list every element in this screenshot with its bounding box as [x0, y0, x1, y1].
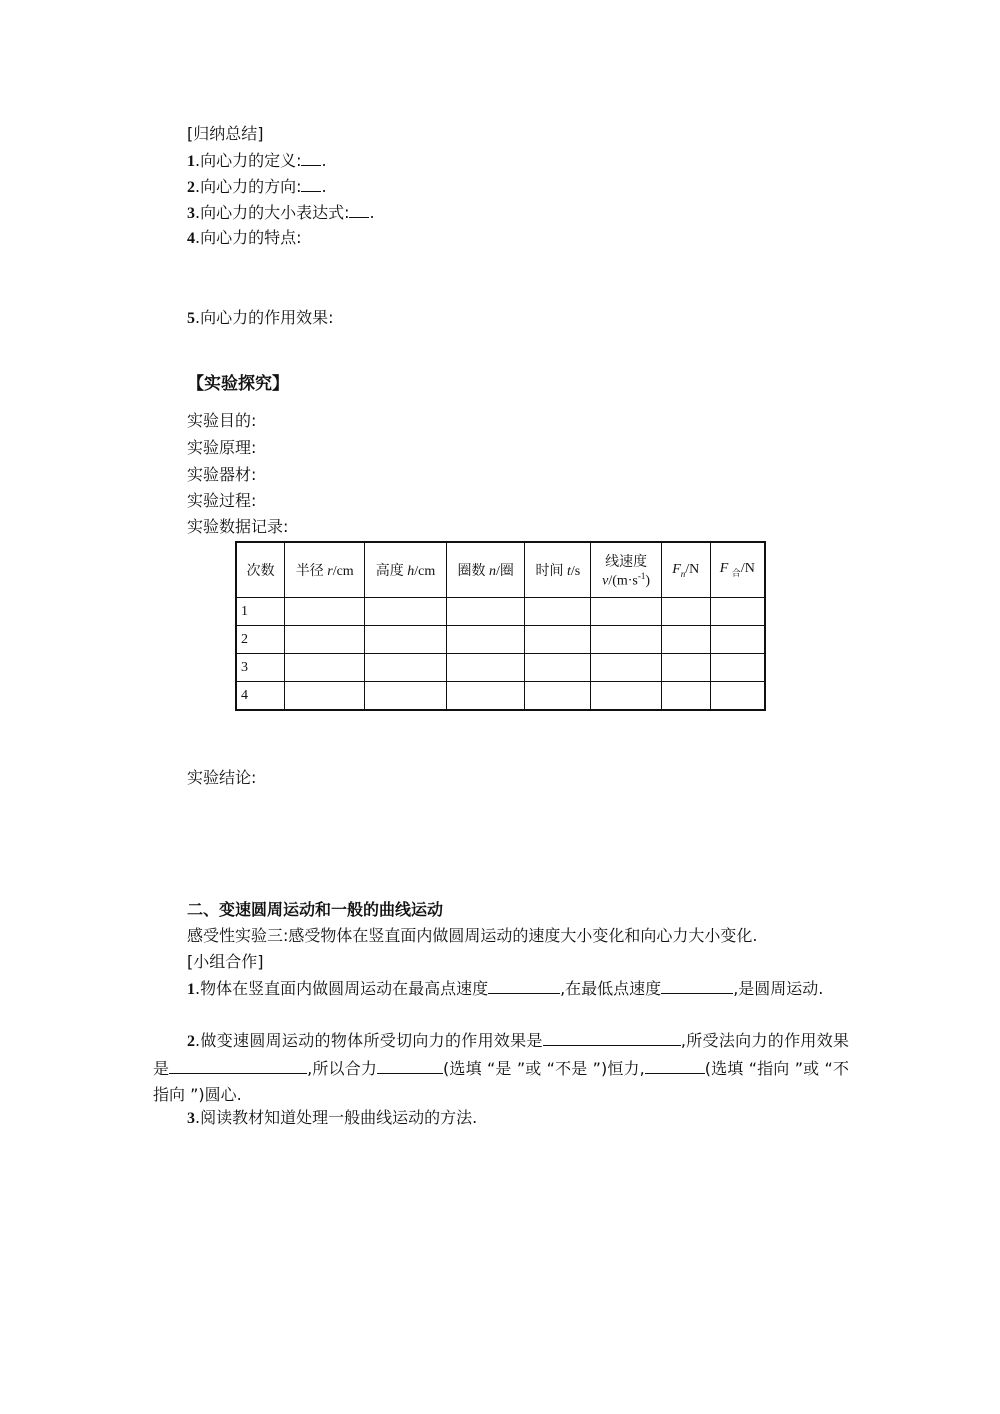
- question-text: .阅读教材知道处理一般曲线运动的方法.: [195, 1108, 478, 1127]
- question-text: (选填 “指向 ”或 “不指向 ”)圆心.: [153, 1059, 849, 1104]
- question-number: 1: [187, 981, 195, 998]
- table-cell[interactable]: [365, 598, 447, 626]
- header-f-total: F $_合$/N: [710, 542, 765, 598]
- answer-blank[interactable]: [543, 1027, 681, 1046]
- question-2: [153, 1027, 849, 1108]
- table-cell[interactable]: [285, 598, 365, 626]
- table-cell[interactable]: [446, 654, 525, 682]
- table-cell[interactable]: [661, 654, 710, 682]
- table-cell[interactable]: [525, 598, 591, 626]
- summary-item-1: [187, 147, 327, 175]
- question-number: 3: [187, 1110, 195, 1127]
- question-text: ,在最低点速度: [560, 979, 662, 998]
- row-number: 3: [236, 654, 285, 682]
- experiment-purpose: 实验目的:: [187, 411, 257, 430]
- item-end: .: [321, 151, 327, 170]
- table-cell[interactable]: [285, 654, 365, 682]
- question-text: .物体在竖直面内做圆周运动在最高点速度: [195, 979, 489, 998]
- experiment-process: 实验过程:: [187, 491, 257, 510]
- section2-intro: 感受性实验三:感受物体在竖直面内做圆周运动的速度大小变化和向心力大小变化.: [187, 926, 758, 945]
- header-height: 高度 h/cm: [365, 542, 447, 598]
- table-cell[interactable]: [285, 682, 365, 711]
- table-cell[interactable]: [446, 598, 525, 626]
- answer-blank[interactable]: [661, 975, 733, 994]
- answer-blank[interactable]: [301, 173, 321, 192]
- summary-item-3: [187, 199, 375, 227]
- table-cell[interactable]: [710, 682, 765, 711]
- row-number: 4: [236, 682, 285, 711]
- item-end: .: [321, 177, 327, 196]
- answer-blank[interactable]: [377, 1055, 443, 1074]
- experiment-conclusion: 实验结论:: [187, 768, 257, 787]
- item-end: .: [369, 203, 375, 222]
- experiment-heading: 【实验探究】: [187, 374, 289, 394]
- table-cell[interactable]: [525, 626, 591, 654]
- summary-item-5: [187, 305, 333, 332]
- row-number: 2: [236, 626, 285, 654]
- header-radius: 半径 r/cm: [285, 542, 365, 598]
- summary-item-4: [187, 225, 301, 252]
- item-text: .向心力的大小表达式:: [195, 203, 350, 222]
- item-text: .向心力的特点:: [195, 228, 302, 247]
- question-text: .做变速圆周运动的物体所受切向力的作用效果是: [195, 1031, 543, 1050]
- summary-heading: [归纳总结]: [187, 124, 264, 143]
- section2-title: 二、变速圆周运动和一般的曲线运动: [187, 900, 444, 919]
- question-text: ,是圆周运动.: [733, 979, 824, 998]
- header-linear-speed: 线速度 $v/(m\cdot s^{-1})$: [591, 542, 662, 598]
- group-work-heading: [小组合作]: [187, 952, 264, 971]
- answer-blank[interactable]: [301, 147, 321, 166]
- table-cell[interactable]: [285, 626, 365, 654]
- experiment-principle: 实验原理:: [187, 438, 257, 457]
- question-1: [153, 975, 849, 1003]
- header-time: 时间 t/s: [525, 542, 591, 598]
- table-row: [236, 682, 765, 711]
- table-cell[interactable]: [591, 682, 662, 711]
- item-number: 2: [187, 179, 195, 196]
- question-text: ,所以合力: [307, 1059, 378, 1078]
- question-number: 2: [187, 1033, 195, 1050]
- item-text: .向心力的作用效果:: [195, 308, 334, 327]
- question-text: (选填 “是 ”或 “不是 ”)恒力,: [443, 1059, 645, 1078]
- answer-blank[interactable]: [488, 975, 560, 994]
- experiment-equipment: 实验器材:: [187, 465, 257, 484]
- table-cell[interactable]: [365, 626, 447, 654]
- table-cell[interactable]: [661, 626, 710, 654]
- answer-blank[interactable]: [645, 1055, 705, 1074]
- question-3: [187, 1105, 477, 1132]
- header-fn: $F_n/N$: [661, 542, 710, 598]
- answer-blank[interactable]: [349, 199, 369, 218]
- table-row: [236, 626, 765, 654]
- table-cell[interactable]: [661, 682, 710, 711]
- table-cell[interactable]: [525, 654, 591, 682]
- table-cell[interactable]: [591, 626, 662, 654]
- item-text: .向心力的方向:: [195, 177, 302, 196]
- row-number: 1: [236, 598, 285, 626]
- table-cell[interactable]: [591, 598, 662, 626]
- header-count: 次数: [236, 542, 285, 598]
- item-number: 3: [187, 205, 195, 222]
- question-text: ,所受法向力的作用效果是: [153, 1031, 849, 1078]
- table-cell[interactable]: [525, 682, 591, 711]
- table-cell[interactable]: [365, 682, 447, 711]
- table-cell[interactable]: [710, 598, 765, 626]
- table-cell[interactable]: [365, 654, 447, 682]
- item-number: 5: [187, 310, 195, 327]
- table-cell[interactable]: [591, 654, 662, 682]
- answer-blank[interactable]: [169, 1055, 307, 1074]
- item-number: 1: [187, 153, 195, 170]
- table-row: [236, 598, 765, 626]
- table-cell[interactable]: [710, 654, 765, 682]
- item-number: 4: [187, 230, 195, 247]
- table-row: [236, 654, 765, 682]
- table-cell[interactable]: [446, 626, 525, 654]
- header-turns: 圈数 n/圈: [446, 542, 525, 598]
- summary-item-2: [187, 173, 327, 201]
- table-header-row: [236, 542, 765, 598]
- data-table: [235, 541, 766, 711]
- table-cell[interactable]: [661, 598, 710, 626]
- experiment-data-record: 实验数据记录:: [187, 517, 289, 536]
- table-cell[interactable]: [710, 626, 765, 654]
- table-cell[interactable]: [446, 682, 525, 711]
- item-text: .向心力的定义:: [195, 151, 302, 170]
